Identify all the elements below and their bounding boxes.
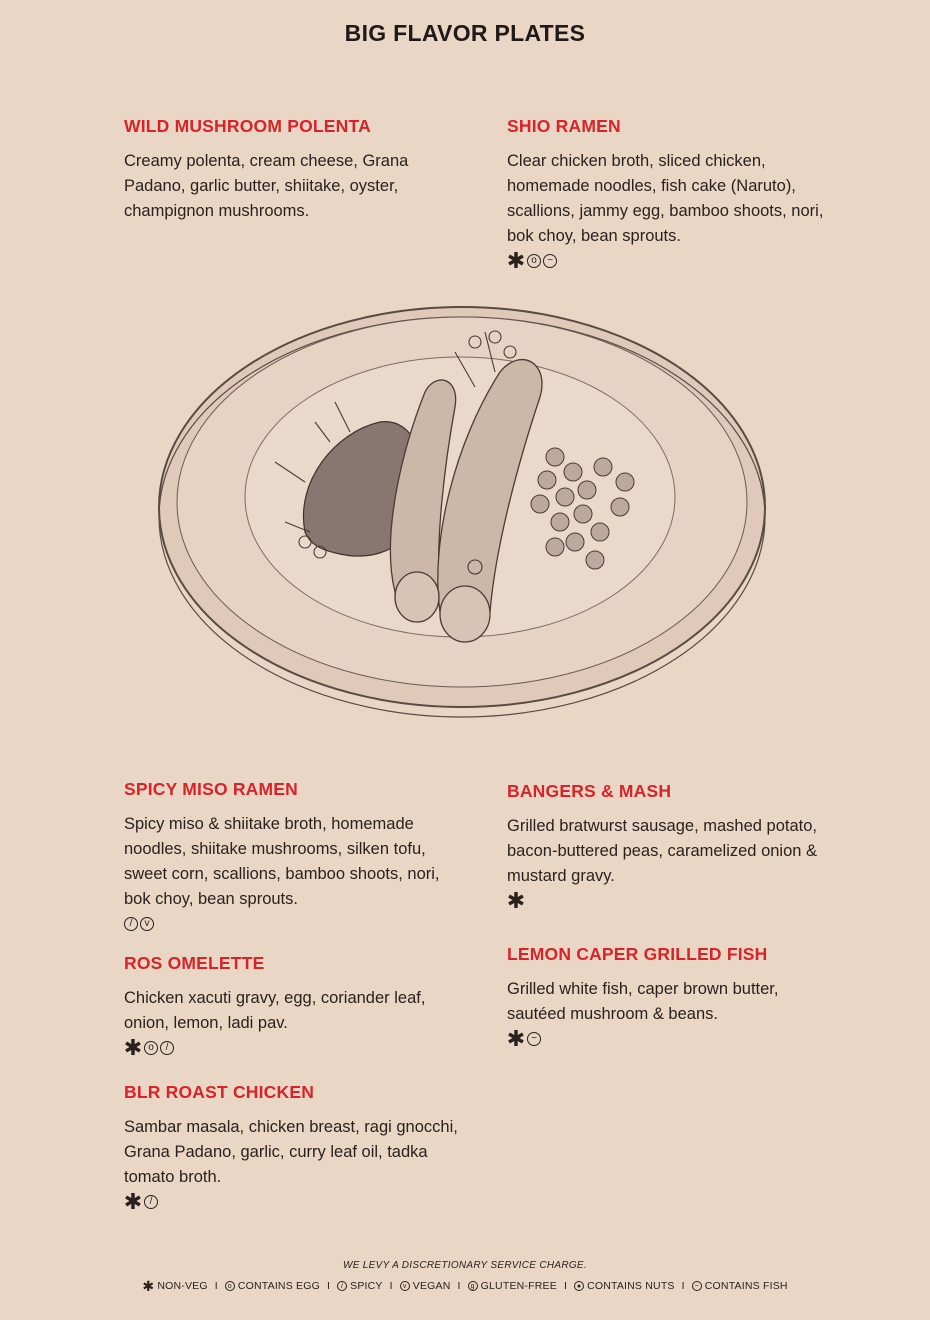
plate-illustration [155, 292, 770, 762]
non-veg-icon: ✱ [506, 248, 526, 273]
contains-nuts-icon: ● [574, 1281, 584, 1291]
service-charge-note: WE LEVY A DISCRETIONARY SERVICE CHARGE. [343, 1260, 587, 1271]
item-name: SHIO RAMEN [507, 116, 621, 136]
item-name: LEMON CAPER GRILLED FISH [507, 944, 768, 964]
vegan-icon: v [400, 1281, 410, 1291]
menu-item-wild-mushroom-polenta [124, 116, 454, 224]
vegan-icon: v [140, 917, 154, 931]
legend-gluten-free [468, 1280, 557, 1292]
dietary-icons [123, 1035, 444, 1060]
dietary-icons [123, 1189, 459, 1214]
spicy-icon: / [144, 1195, 158, 1209]
menu-item-bangers-and-mash [507, 781, 847, 911]
contains-fish-icon: ~ [692, 1281, 702, 1291]
contains-fish-icon: ~ [527, 1032, 541, 1046]
item-name: BLR ROAST CHICKEN [124, 1082, 315, 1102]
dietary-icons [506, 248, 832, 273]
legend-contains-nuts [574, 1280, 675, 1292]
legend-separator: I [389, 1280, 393, 1292]
legend-label: VEGAN [412, 1280, 451, 1292]
dietary-icons [506, 888, 847, 913]
item-description: Sambar masala, chicken breast, ragi gnocchi, Grana Padano, garlic, curry leaf oil, tadka tomato broth. [124, 1118, 458, 1186]
legend-vegan [400, 1280, 451, 1292]
item-name: WILD MUSHROOM POLENTA [124, 116, 371, 136]
menu-item-spicy-miso-ramen [124, 779, 459, 934]
spicy-icon: / [160, 1041, 174, 1055]
spicy-icon: / [124, 917, 138, 931]
non-veg-icon: ✱ [123, 1035, 143, 1060]
non-veg-icon: ✱ [506, 1026, 526, 1051]
menu-item-ros-omelette [124, 953, 444, 1058]
contains-egg-icon: o [144, 1041, 158, 1055]
legend-label: NON-VEG [157, 1280, 208, 1292]
legend-label: GLUTEN-FREE [480, 1280, 557, 1292]
dietary-legend [0, 1280, 930, 1292]
menu-item-blr-roast-chicken [124, 1082, 459, 1212]
legend-separator: I [457, 1280, 461, 1292]
legend-separator: I [326, 1280, 331, 1292]
gluten-free-icon: g [468, 1281, 478, 1291]
menu-item-lemon-caper-grilled-fish [507, 944, 837, 1049]
menu-item-shio-ramen [507, 116, 832, 271]
item-name: BANGERS & MASH [507, 781, 672, 801]
item-description: Grilled white fish, caper brown butter, sautéed mushroom & beans. [507, 980, 779, 1023]
item-description: Grilled bratwurst sausage, mashed potato, bacon-buttered peas, caramelized onion & mustard gravy. [507, 817, 818, 885]
item-description: Creamy polenta, cream cheese, Grana Padano, garlic butter, shiitake, oyster, champignon mushrooms. [124, 152, 409, 220]
non-veg-icon: ✱ [123, 1189, 143, 1214]
legend-label: CONTAINS EGG [237, 1280, 320, 1292]
non-veg-icon: ✱ [506, 888, 526, 913]
legend-contains-egg [225, 1280, 320, 1292]
legend-spicy [337, 1280, 383, 1292]
item-name: ROS OMELETTE [124, 953, 265, 973]
legend-label: CONTAINS NUTS [587, 1280, 675, 1292]
dietary-icons [124, 914, 459, 934]
page-title: BIG FLAVOR PLATES [344, 20, 586, 46]
dietary-icons [506, 1026, 837, 1051]
legend-contains-fish [692, 1280, 788, 1292]
non-veg-icon: ✱ [142, 1278, 155, 1294]
contains-fish-icon: ~ [543, 254, 557, 268]
item-description: Chicken xacuti gravy, egg, coriander leaf, onion, lemon, ladi pav. [124, 989, 426, 1032]
legend-label: SPICY [350, 1280, 383, 1292]
legend-separator: I [563, 1280, 568, 1292]
contains-egg-icon: o [225, 1281, 235, 1291]
item-description: Clear chicken broth, sliced chicken, homemade noodles, fish cake (Naruto), scallions, jammy egg, bamboo shoots, nori, bok choy, bean sprouts. [507, 152, 824, 245]
spicy-icon: / [337, 1281, 347, 1291]
item-description: Spicy miso & shiitake broth, homemade noodles, shiitake mushrooms, silken tofu, sweet corn, scallions, bamboo shoots, nori, bok choy, bean sprouts. [124, 815, 440, 908]
legend-separator: I [681, 1280, 685, 1292]
legend-separator: I [214, 1280, 218, 1292]
legend-label: CONTAINS FISH [704, 1280, 788, 1292]
item-name: SPICY MISO RAMEN [124, 779, 299, 799]
legend-non-veg [142, 1280, 207, 1292]
contains-egg-icon: o [527, 254, 541, 268]
